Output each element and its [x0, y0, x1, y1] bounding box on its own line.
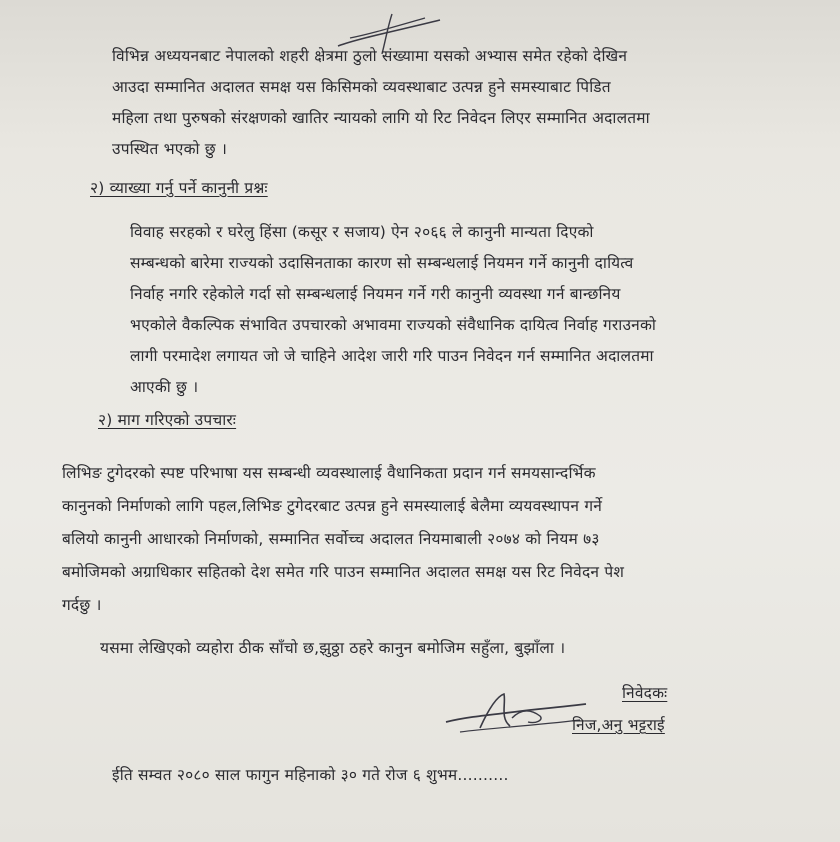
section3-line-5: गर्दछु ।	[62, 596, 102, 614]
para1-line-3: महिला तथा पुरुषको संरक्षणको खातिर न्यायको लागि यो रिट निवेदन लिएर सम्मानित अदालतमा	[112, 109, 650, 127]
section3-line-3: बलियो कानुनी आधारको निर्माणको, सम्मानित सर्वोच्च अदालत नियमाबाली २०७४ को नियम ७३	[62, 530, 600, 548]
section3-line-1: लिभिङ टुगेदरको स्पष्ट परिभाषा यस सम्बन्धी व्यवस्थालाई वैधानिकता प्रदान गर्न समयसान्दर्भिक	[62, 464, 596, 482]
section2-line-5: लागी परमादेश लगायत जो जे चाहिने आदेश जारी गरि पाउन निवेदन गर्न सम्मानित अदालतमा	[130, 347, 654, 365]
section3-line-4: बमोजिमको अग्राधिकार सहितको देश समेत गरि पाउन सम्मानित अदालत समक्ष यस रिट निवेदन पेश	[62, 563, 625, 581]
section2-line-4: भएकोले वैकल्पिक संभावित उपचारको अभावमा राज्यको संवैधानिक दायित्व निर्वाह गराउनको	[130, 316, 657, 334]
section3-line-2: कानुनको निर्माणको लागि पहल,लिभिङ टुगेदरबाट उत्पन्न हुने समस्यालाई बेलैमा व्ययवस्थापन गर्ने	[62, 497, 603, 515]
para1-line-2: आउदा सम्मानित अदालत समक्ष यस किसिमको व्यवस्थाबाट उत्पन्न हुने समस्याबाट पिडित	[112, 78, 611, 96]
section-3-heading: २) माग गरिएको उपचारः	[98, 411, 237, 429]
footer-date-line: ईति सम्वत २०८० साल फागुन महिनाको ३० गते रोज ६ शुभम..........	[112, 766, 509, 784]
declaration-text: यसमा लेखिएको व्यहोरा ठीक साँचो छ,झुठ्ठा ठहरे कानुन बमोजिम सहुँला, बुझाँला ।	[100, 639, 566, 657]
section2-line-6: आएकी छु ।	[130, 378, 199, 396]
petitioner-name: निज,अनु भट्टराई	[572, 716, 665, 734]
petitioner-label: निवेदकः	[622, 684, 668, 702]
handwritten-signature	[440, 688, 590, 738]
section-2-heading: २) व्याख्या गर्नु पर्ने कानुनी प्रश्नः	[90, 179, 268, 197]
section2-line-3: निर्वाह नगरि रहेकोले गर्दा सो सम्बन्धलाई नियमन गर्ने गरी कानुनी व्यवस्था गर्न बान्छनिय	[130, 285, 621, 303]
para1-line-1: विभिन्न अध्ययनबाट नेपालको शहरी क्षेत्रमा ठुलो संख्यामा यसको अभ्यास समेत रहेको देखिन	[112, 47, 628, 65]
section2-line-1: विवाह सरहको र घरेलु हिंसा (कसूर र सजाय) ऐन २०६६ ले कानुनी मान्यता दिएको	[130, 223, 594, 241]
section2-line-2: सम्बन्धको बारेमा राज्यको उदासिनताका कारण सो सम्बन्धलाई नियमन गर्ने कानुनी दायित्व	[130, 254, 634, 272]
para1-line-4: उपस्थित भएको छु ।	[112, 140, 228, 158]
